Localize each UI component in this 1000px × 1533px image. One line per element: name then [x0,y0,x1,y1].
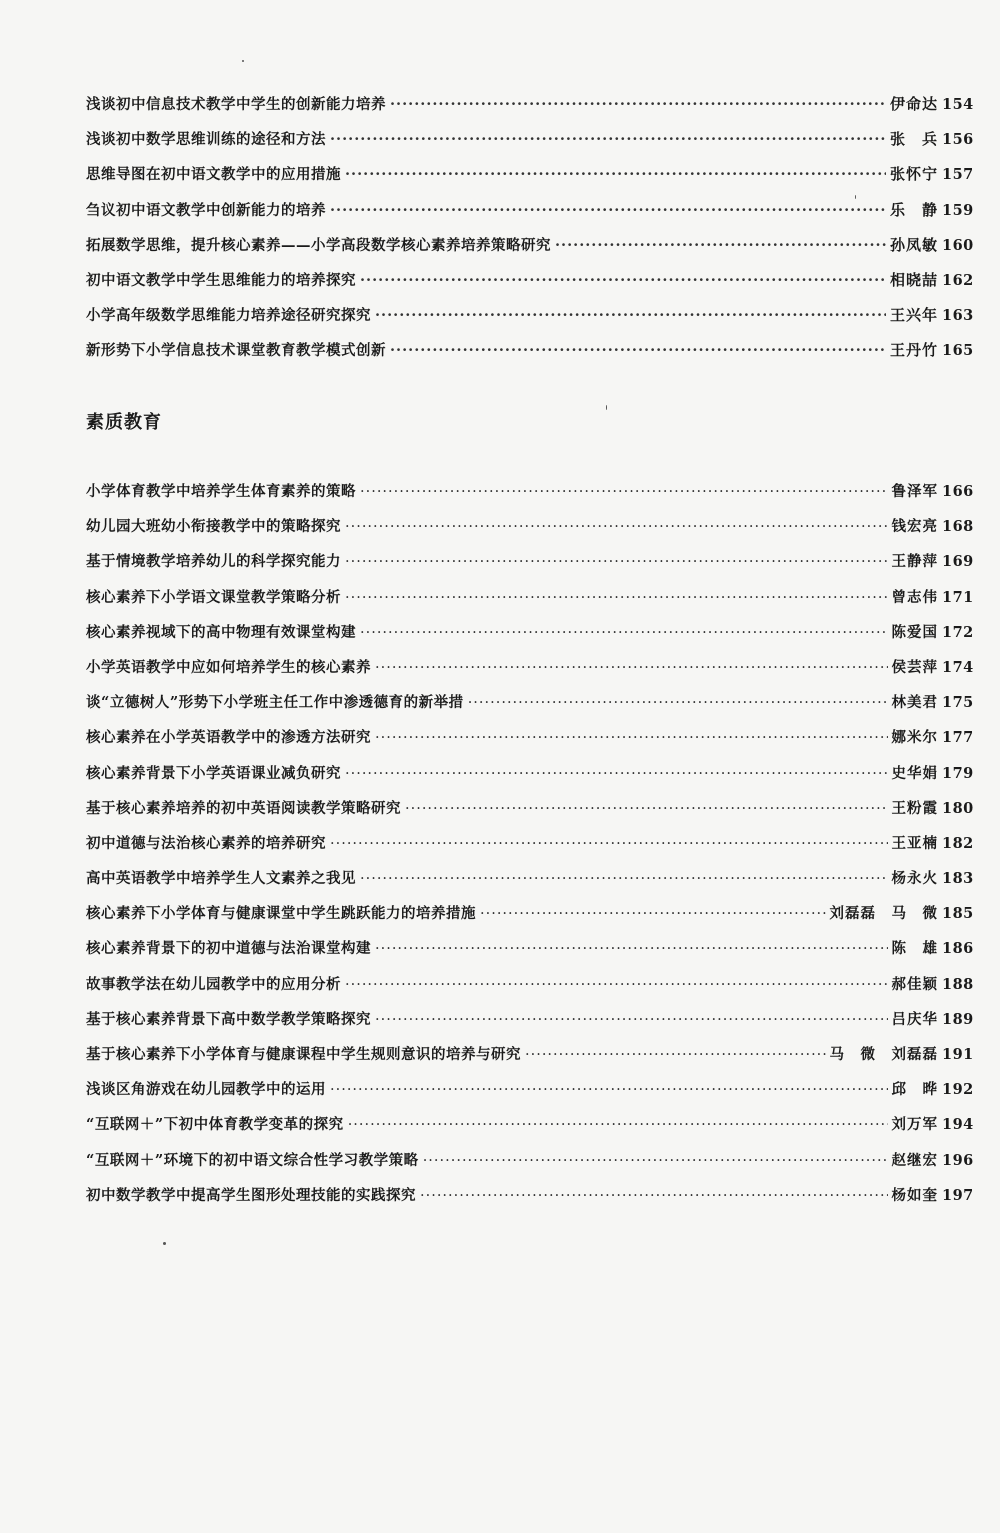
dot-leader [330,827,888,862]
toc-entry[interactable] [86,861,982,896]
entry-title: 幼儿园大班幼小衔接教学中的策略探究 [86,518,341,536]
toc-entry[interactable] [86,193,982,228]
toc-entry[interactable] [86,791,982,826]
toc-entry[interactable] [86,896,982,931]
entry-title: 高中英语教学中培养学生人文素养之我见 [86,870,356,888]
dot-leader [360,475,888,510]
toc-entry[interactable] [86,1002,982,1037]
toc-entry[interactable] [86,263,982,298]
dot-leader [345,510,888,545]
entry-page-number: 157 [942,166,974,184]
entry-page-number: 177 [942,729,974,747]
toc-entry[interactable] [86,509,982,544]
entry-page-number: 180 [942,799,974,817]
entry-author: 孙凤敏 [889,235,938,254]
dot-leader [375,651,888,686]
toc-entry[interactable] [86,1178,982,1213]
entry-title: 新形势下小学信息技术课堂教育教学模式创新 [86,342,386,360]
entry-title: 谈“立德树人”形势下小学班主任工作中渗透德育的新举措 [86,694,464,712]
scan-speck [242,60,244,62]
entry-author: 乐 静 [889,200,938,219]
entry-title: “互联网＋”环境下的初中语文综合性学习教学策略 [86,1151,419,1169]
entry-author: 张 兵 [889,130,938,149]
entry-page-number: 174 [942,658,974,676]
entry-page-number: 163 [942,307,974,325]
toc-entry[interactable] [86,720,982,755]
entry-title: 拓展数学思维，提升核心素养——小学高段数学核心素养培养策略研究 [86,236,551,254]
entry-page-number: 168 [942,518,974,536]
entry-title: 初中数学教学中提高学生图形处理技能的实践探究 [86,1186,416,1204]
toc-entry[interactable] [86,1037,982,1072]
entry-author: 郝佳颖 [891,975,938,993]
dot-leader [390,87,886,122]
entry-title: 小学高年级数学思维能力培养途径研究探究 [86,307,371,325]
entry-author: 侯芸萍 [891,658,938,676]
entry-author: 杨永火 [891,870,938,888]
toc-entry[interactable] [86,967,982,1002]
dot-leader [375,298,886,333]
entry-author: 娜米尔 [891,729,938,747]
entry-page-number: 165 [942,342,974,360]
entry-title: 核心素养背景下的初中道德与法治课堂构建 [86,940,371,958]
scan-speck [855,195,856,199]
dot-leader [423,1144,888,1179]
toc-entry[interactable] [86,685,982,720]
dot-leader [345,157,886,192]
entry-page-number: 160 [942,236,974,254]
entry-title: 基于核心素养培养的初中英语阅读教学策略研究 [86,799,401,817]
toc-entry[interactable] [86,474,982,509]
entry-page-number: 179 [942,764,974,782]
dot-leader [345,968,888,1003]
dot-leader [345,581,888,616]
dot-leader [330,193,886,228]
entry-author: 马 微 刘磊磊 [829,1046,938,1063]
toc-list-continued [86,87,982,369]
entry-page-number: 171 [942,588,974,606]
entry-title: 基于核心素养背景下高中数学教学策略探究 [86,1010,371,1028]
dot-leader [405,792,888,827]
toc-entry[interactable] [86,650,982,685]
entry-title: 基于情境教学培养幼儿的科学探究能力 [86,553,341,571]
entry-page-number: 197 [942,1186,974,1204]
entry-author: 史华娟 [891,764,938,782]
entry-author: 王兴年 [889,306,938,325]
entry-title: 小学英语教学中应如何培养学生的核心素养 [86,658,371,676]
entry-page-number: 183 [942,870,974,888]
scan-speck [163,1242,166,1245]
dot-leader [555,228,886,263]
entry-author: 刘万军 [891,1116,938,1134]
dot-leader [480,897,826,932]
entry-page-number: 188 [942,975,974,993]
toc-entry[interactable] [86,756,982,791]
entry-page-number: 194 [942,1116,974,1134]
entry-title: 核心素养背景下小学英语课业减负研究 [86,764,341,782]
entry-author: 伊命达 [889,95,938,113]
dot-leader [330,1073,888,1108]
entry-author: 张怀宁 [889,165,938,184]
toc-entry[interactable] [86,157,982,192]
toc-entry[interactable] [86,580,982,615]
entry-page-number: 189 [942,1010,974,1028]
toc-entry[interactable] [86,1072,982,1107]
entry-page-number: 182 [942,834,974,852]
toc-entry[interactable] [86,1107,982,1142]
entry-title: “互联网＋”下初中体育教学变革的探究 [86,1116,344,1134]
dot-leader [390,333,886,368]
entry-author: 杨如奎 [891,1186,938,1204]
entry-title: 思维导图在初中语文教学中的应用措施 [86,166,341,184]
dot-leader [360,862,888,897]
entry-page-number: 156 [942,131,974,149]
entry-page-number: 162 [942,271,974,289]
entry-page-number: 175 [942,694,974,712]
entry-title: 刍议初中语文教学中创新能力的培养 [86,201,326,219]
entry-page-number: 196 [942,1151,974,1169]
entry-author: 王粉霞 [891,799,938,817]
section-heading: 素质教育 [86,412,162,433]
dot-leader [375,1003,888,1038]
dot-leader [420,1179,888,1214]
dot-leader [348,1108,888,1143]
dot-leader [360,263,886,298]
entry-page-number: 192 [942,1081,974,1099]
entry-author: 赵继宏 [891,1151,938,1169]
entry-page-number: 154 [942,96,974,113]
entry-title: 初中道德与法治核心素养的培养研究 [86,834,326,852]
toc-entry[interactable] [86,544,982,579]
dot-leader [375,721,888,756]
entry-author: 王亚楠 [891,834,938,852]
entry-title: 核心素养下小学体育与健康课堂中学生跳跃能力的培养措施 [86,905,476,923]
entry-title: 核心素养下小学语文课堂教学策略分析 [86,588,341,606]
entry-author: 王丹竹 [889,341,938,360]
entry-title: 故事教学法在幼儿园教学中的应用分析 [86,975,341,993]
scan-speck [606,405,607,410]
entry-author: 王静萍 [891,553,938,571]
entry-title: 浅谈区角游戏在幼儿园教学中的运用 [86,1081,326,1099]
entry-title: 核心素养在小学英语教学中的渗透方法研究 [86,729,371,747]
toc-entry[interactable] [86,333,982,368]
entry-author: 刘磊磊 马 微 [829,905,938,923]
entry-title: 浅谈初中信息技术教学中学生的创新能力培养 [86,96,386,113]
toc-entry[interactable] [86,228,982,263]
toc-list-quality-education [86,474,982,1213]
dot-leader [360,616,888,651]
entry-page-number: 186 [942,940,974,958]
toc-entry[interactable] [86,615,982,650]
toc-entry[interactable] [86,87,982,122]
entry-author: 相晓喆 [889,270,938,289]
entry-title: 浅谈初中数学思维训练的途径和方法 [86,131,326,149]
entry-page-number: 172 [942,623,974,641]
entry-page-number: 191 [942,1046,974,1063]
entry-author: 陈爱国 [891,623,938,641]
dot-leader [345,545,888,580]
dot-leader [525,1038,826,1073]
dot-leader [468,686,888,721]
entry-page-number: 166 [942,483,974,500]
entry-page-number: 159 [942,201,974,219]
entry-page-number: 185 [942,905,974,923]
toc-entry[interactable] [86,931,982,966]
toc-entry[interactable] [86,826,982,861]
dot-leader [330,122,886,157]
entry-author: 陈 雄 [891,940,938,958]
entry-author: 林美君 [891,694,938,712]
toc-entry[interactable] [86,122,982,157]
entry-author: 吕庆华 [891,1010,938,1028]
toc-entry[interactable] [86,298,982,333]
entry-title: 核心素养视域下的高中物理有效课堂构建 [86,623,356,641]
entry-author: 邱 晔 [891,1081,938,1099]
entry-author: 钱宏亮 [891,518,938,536]
entry-title: 初中语文教学中学生思维能力的培养探究 [86,271,356,289]
entry-author: 鲁泽军 [891,483,938,500]
entry-author: 曾志伟 [891,588,938,606]
dot-leader [375,932,888,967]
entry-title: 小学体育教学中培养学生体育素养的策略 [86,483,356,500]
toc-entry[interactable] [86,1143,982,1178]
entry-title: 基于核心素养下小学体育与健康课程中学生规则意识的培养与研究 [86,1046,521,1063]
entry-page-number: 169 [942,553,974,571]
dot-leader [345,757,888,792]
